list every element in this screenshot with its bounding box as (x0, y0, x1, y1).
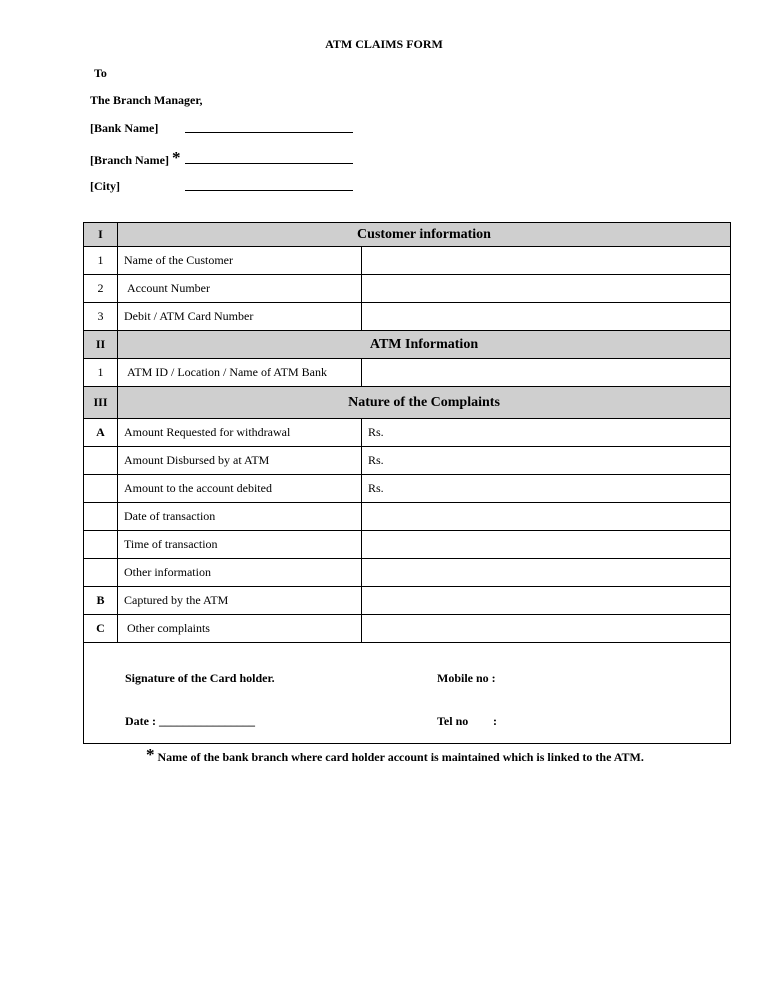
row-label: Amount Disbursed by at ATM (118, 447, 362, 475)
section-header-complaints (84, 387, 731, 419)
row-label: Captured by the ATM (118, 587, 362, 615)
row-letter (84, 503, 118, 531)
transaction-date-input[interactable] (362, 503, 731, 531)
amount-disbursed-input[interactable]: Rs. (362, 447, 731, 475)
row-label: Time of transaction (118, 531, 362, 559)
bank-name-label: [Bank Name] (90, 121, 159, 135)
section-heading: ATM Information (118, 331, 731, 359)
table-row (84, 503, 731, 531)
footnote-text: Name of the bank branch where card holder account is maintained which is linked to the ATM. (157, 750, 644, 764)
section-numeral: I (84, 223, 118, 247)
table-row (84, 531, 731, 559)
table-row (84, 275, 731, 303)
branch-name-text: [Branch Name] (90, 153, 169, 167)
bank-name-field[interactable] (185, 132, 353, 133)
signature-row (84, 643, 731, 744)
row-number: 2 (84, 275, 118, 303)
branch-asterisk: * (171, 148, 181, 167)
section-numeral: II (84, 331, 118, 359)
signature-block (84, 643, 731, 744)
table-row (84, 359, 731, 387)
table-row (84, 587, 731, 615)
address-to: To (94, 66, 107, 80)
row-letter: C (84, 615, 118, 643)
city-label: [City] (90, 179, 120, 193)
row-label: Account Number (118, 275, 362, 303)
section-numeral: III (84, 387, 118, 419)
row-number: 1 (84, 247, 118, 275)
row-letter (84, 447, 118, 475)
row-label: ATM ID / Location / Name of ATM Bank (118, 359, 362, 387)
section-heading: Customer information (118, 223, 731, 247)
section-header-atm (84, 331, 731, 359)
section-header-customer (84, 223, 731, 247)
table-row (84, 615, 731, 643)
captured-by-atm-input[interactable] (362, 587, 731, 615)
table-row (84, 447, 731, 475)
row-label: Amount to the account debited (118, 475, 362, 503)
table-row (84, 247, 731, 275)
section-heading: Nature of the Complaints (118, 387, 731, 419)
signature-label: Signature of the Card holder. (125, 671, 275, 685)
card-number-input[interactable] (362, 303, 731, 331)
branch-name-label (90, 148, 180, 168)
table-row (84, 419, 731, 447)
table-row (84, 475, 731, 503)
row-label: Date of transaction (118, 503, 362, 531)
row-letter (84, 559, 118, 587)
row-number: 1 (84, 359, 118, 387)
tel-label: Tel no (437, 714, 469, 728)
row-letter: A (84, 419, 118, 447)
city-field[interactable] (185, 190, 353, 191)
row-letter: B (84, 587, 118, 615)
table-row (84, 559, 731, 587)
transaction-time-input[interactable] (362, 531, 731, 559)
form-title: ATM CLAIMS FORM (325, 37, 443, 51)
branch-name-field[interactable] (185, 163, 353, 164)
row-letter (84, 531, 118, 559)
amount-debited-input[interactable]: Rs. (362, 475, 731, 503)
footnote (146, 745, 644, 765)
footnote-asterisk: * (146, 745, 155, 764)
row-letter (84, 475, 118, 503)
row-label: Amount Requested for withdrawal (118, 419, 362, 447)
mobile-label: Mobile no : (437, 671, 496, 685)
atm-info-input[interactable] (362, 359, 731, 387)
row-label: Name of the Customer (118, 247, 362, 275)
address-manager: The Branch Manager, (90, 93, 203, 107)
account-number-input[interactable] (362, 275, 731, 303)
other-complaints-input[interactable] (362, 615, 731, 643)
row-label: Other complaints (118, 615, 362, 643)
row-label: Debit / ATM Card Number (118, 303, 362, 331)
table-row (84, 303, 731, 331)
row-label: Other information (118, 559, 362, 587)
amount-requested-input[interactable]: Rs. (362, 419, 731, 447)
customer-name-input[interactable] (362, 247, 731, 275)
claims-table (83, 222, 731, 744)
other-information-input[interactable] (362, 559, 731, 587)
tel-colon: : (493, 714, 497, 728)
date-field[interactable]: Date : ________________ (125, 714, 255, 728)
row-number: 3 (84, 303, 118, 331)
